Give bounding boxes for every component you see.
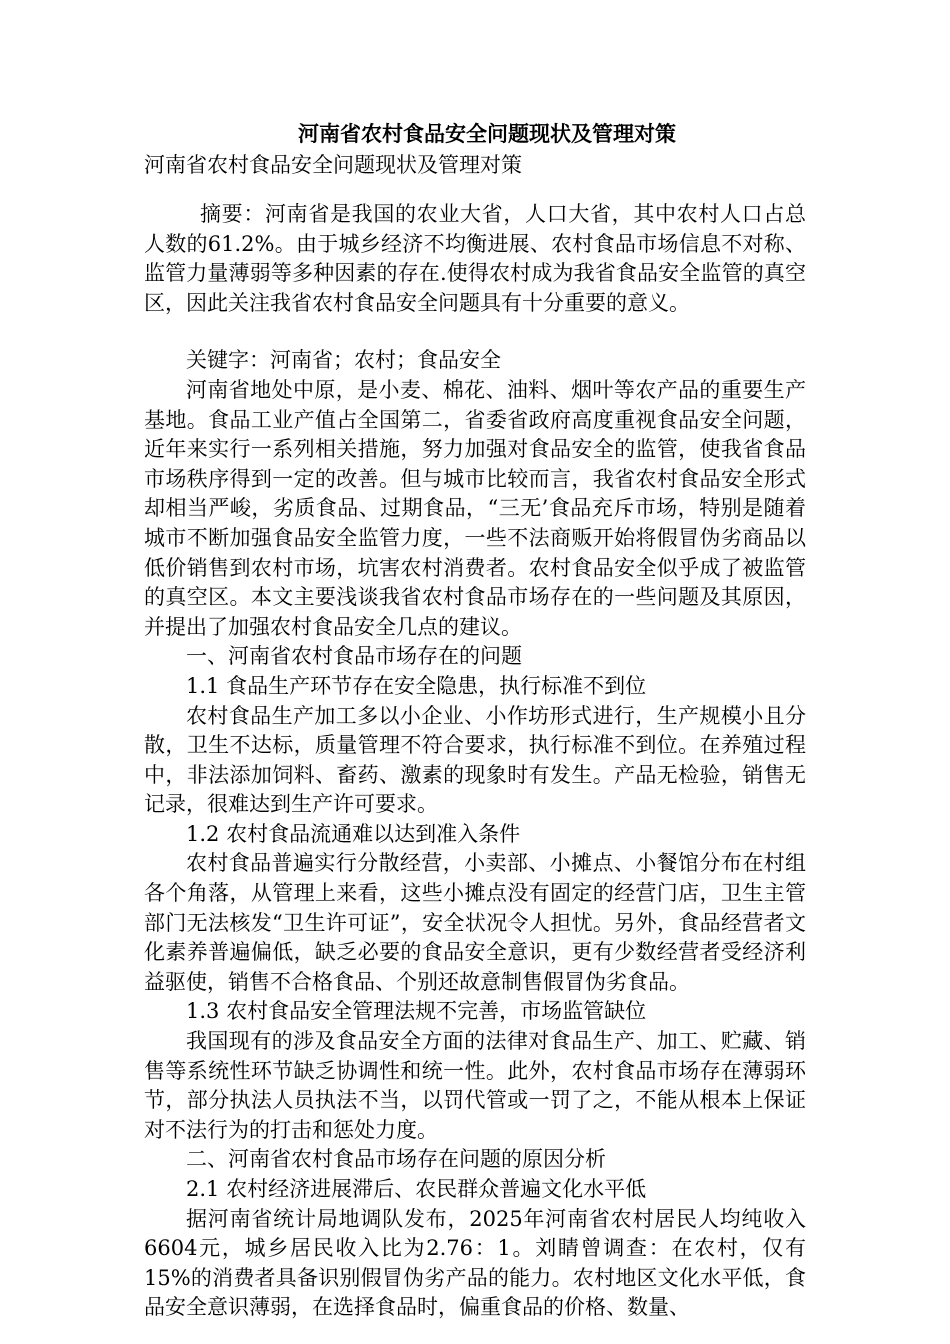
subsection-1-2-body: 农村食品普遍实行分散经营，小卖部、小摊点、小餐馆分布在村组各个角落，从管理上来看，这些小摊点没有固定的经营门店，卫生主管部门无法核发“卫生许可证”，安全状况令人担忧。另外，食品经营者文化素养普遍偏低，缺乏必要的食品安全意识，更有少数经营者受经济利益驱使，销售不合格食品、个别还故意制售假冒伪劣食品。 [144,851,806,994]
subsection-2-1-body: 据河南省统计局地调队发布，2025年河南省农村居民人均纯收入6604元，城乡居民收入比为2.76：1。刘睛曾调查：在农村，仅有15%的消费者具备识别假冒伪劣产品的能力。农村地区文化水平低，食品安全意识薄弱，在选择食品时，偏重食品的价格、数量、 [144,1206,806,1320]
document-title: 河南省农村食品安全问题现状及管理对策 [298,122,676,146]
subsection-1-2-heading: 1.2 农村食品流通难以达到准入条件 [186,821,521,846]
subsection-1-3-heading: 1.3 农村食品安全管理法规不完善，市场监管缺位 [186,999,647,1024]
intro-paragraph: 河南省地处中原，是小麦、棉花、油料、烟叶等农产品的重要生产基地。食品工业产值占全国第二，省委省政府高度重视食品安全问题，近年来实行一系列相关措施，努力加强对食品安全的监管，使我省食品市场秩序得到一定的改善。但与城市比较而言，我省农村食品安全形式却相当严峻，劣质食品、过期食品，“三无’食品充斥市场，特别是随着城市不断加强食品安全监管力度，一些不法商贩开始将假冒伪劣商品以低价销售到农村市场，坑害农村消费者。农村食品安全似乎成了被监管的真空区。本文主要浅谈我省农村食品市场存在的一些问题及其原因，并提出了加强农村食品安全几点的建议。 [144,377,806,639]
subsection-1-1-heading: 1.1 食品生产环节存在安全隐患，执行标准不到位 [186,673,647,698]
section-2-heading: 二、河南省农村食品市场存在问题的原因分析 [186,1147,606,1172]
subsection-1-1-body: 农村食品生产加工多以小企业、小作坊形式进行，生产规模小且分散，卫生不达标，质量管理不符合要求，执行标准不到位。在养殖过程中，非法添加饲料、畜药、激素的现象时有发生。产品无检验，销售无记录，很难达到生产许可要求。 [144,703,806,817]
subsection-1-3-body: 我国现有的涉及食品安全方面的法律对食品生产、加工、贮藏、销售等系统性环节缺乏协调性和统一性。此外，农村食品市场存在薄弱环节，部分执法人员执法不当，以罚代管或一罚了之，不能从根本上保证对不法行为的打击和惩处力度。 [144,1029,806,1142]
abstract-paragraph: 摘要：河南省是我国的农业大省，人口大省，其中农村人口占总人数的61.2%。由于城乡经济不均衡进展、农村食品市场信息不对称、监管力量薄弱等多种因素的存在.使得农村成为我省食品安全监管的真空区，因此关注我省农村食品安全问题具有十分重要的意义。 [144,202,806,315]
document-subtitle: 河南省农村食品安全问题现状及管理对策 [144,153,522,177]
paragraph-gap [144,318,806,346]
document-page [144,118,806,1323]
section-1-heading: 一、河南省农村食品市场存在的问题 [186,644,522,669]
keywords-line: 关键字：河南省；农村；食品安全 [186,348,501,373]
subsection-2-1-heading: 2.1 农村经济进展滞后、农民群众普遍文化水平低 [186,1177,647,1201]
